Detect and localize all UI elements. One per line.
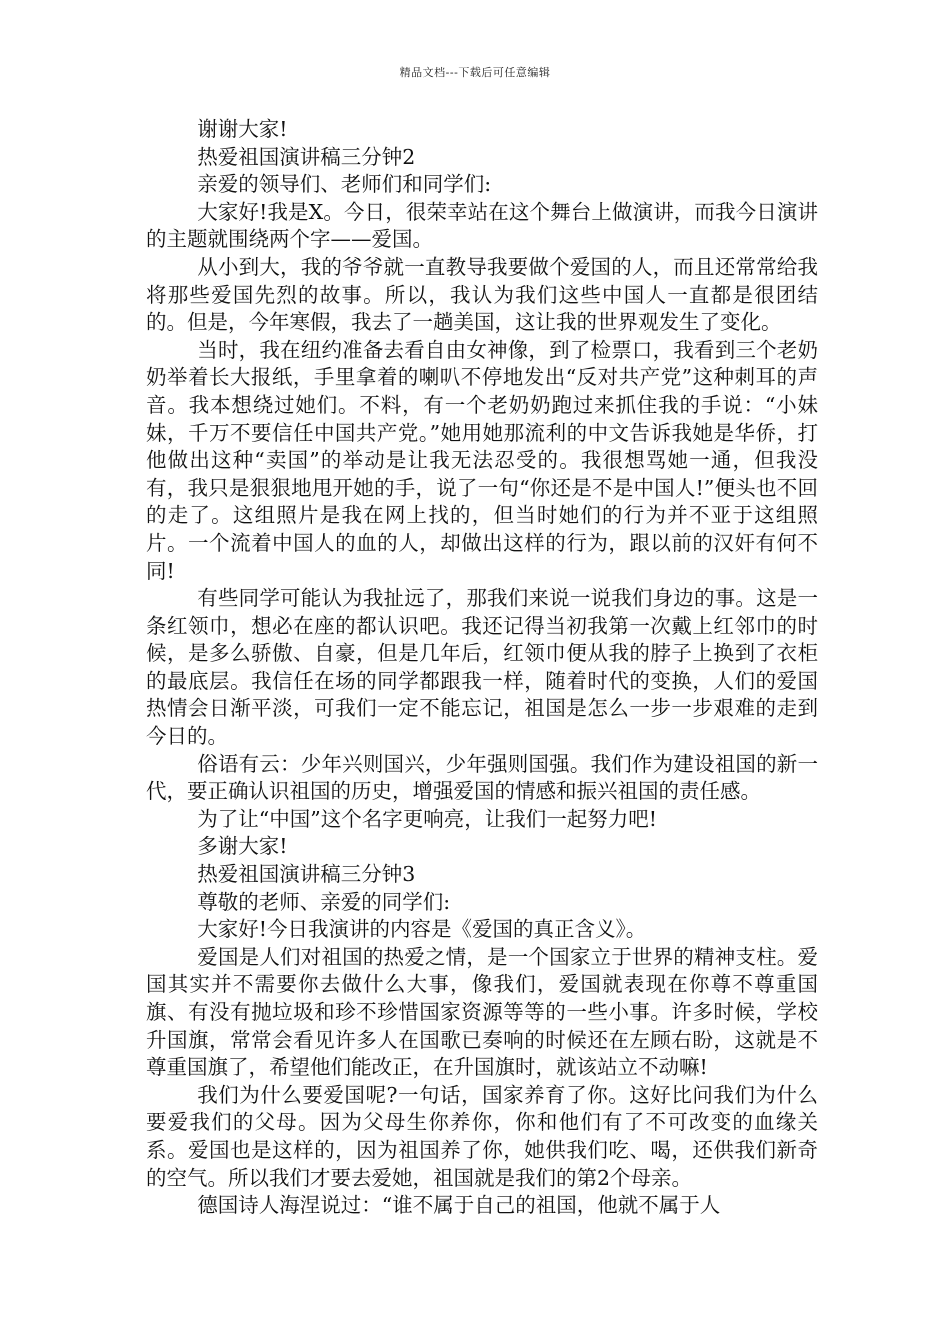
document-body <box>146 116 818 1220</box>
paragraph: 德国诗人海涅说过：“谁不属于自己的祖国，他就不属于人 <box>197 1193 721 1218</box>
paragraph-closing-thanks: 谢谢大家! <box>197 117 288 141</box>
section-title-2: 热爱祖国演讲稿三分钟2 <box>197 144 416 169</box>
paragraph: 有些同学可能认为我扯远了，那我们来说一说我们身边的事。这是一条红领巾，想必在座的都认识吧。我还记得当初我第一次戴上红邻巾的时候，是多么骄傲、自豪，但是几年后，红领巾便从我的脖子上换到了衣柜的最底层。我信任在场的同学都跟我一样，随着时代的变换，人们的爱国热情会日渐平淡，可我们一定不能忘记，祖国是怎么一步一步艰难的走到今日的。 <box>146 586 818 749</box>
paragraph: 当时，我在纽约准备去看自由女神像，到了检票口，我看到三个老奶奶举着长大报纸，手里拿着的喇叭不停地发出“反对共产党”这种刺耳的声音。我本想绕过她们。不料，有一个老奶奶跑过来抓住我的手说：“小妹妹，千万不要信任中国共产党。”她用她那流利的中文告诉我她是华侨，打他做出这种“卖国”的举动是让我无法忍受的。我很想骂她一通，但我没有，我只是狠狠地甩开她的手，说了一句“你还是不是中国人!”便头也不回的走了。这组照片是我在网上找的，但当时她们的行为并不亚于这组照片。一个流着中国人的血的人，却做出这样的行为，跟以前的汉奸有何不同! <box>146 337 818 583</box>
paragraph: 我们为什么要爱国呢?一句话，国家养育了你。这好比问我们为什么要爱我们的父母。因为父母生你养你，你和他们有了不可改变的血缘关系。爱国也是这样的，因为祖国养了你，她供我们吃、喝，还供我们新奇的空气。所以我们才要去爱她，祖国就是我们的第2个母亲。 <box>146 1082 818 1190</box>
paragraph: 大家好!今日我演讲的内容是《爱国的真正含义》。 <box>197 917 647 942</box>
paragraph: 大家好!我是X。今日，很荣幸站在这个舞台上做演讲，而我今日演讲的主题就围绕两个字——爱国。 <box>146 199 818 252</box>
salutation-2: 亲爱的领导们、老师们和同学们: <box>197 172 492 197</box>
section-title-3: 热爱祖国演讲稿三分钟3 <box>197 862 416 887</box>
paragraph: 从小到大，我的爷爷就一直教导我要做个爱国的人，而且还常常给我将那些爱国先烈的故事。所以，我认为我们这些中国人一直都是很团结的。但是，今年寒假，我去了一趟美国，这让我的世界观发生了变化。 <box>146 254 818 335</box>
paragraph: 为了让“中国”这个名字更响亮，让我们一起努力吧! <box>197 806 657 831</box>
page-header: 精品文档---下载后可任意编辑 <box>399 66 551 79</box>
paragraph: 爱国是人们对祖国的热爱之情，是一个国家立于世界的精神支柱。爱国其实并不需要你去做什么大事，像我们，爱国就表现在你尊不尊重国旗、有没有抛垃圾和珍不珍惜国家资源等等的一些小事。许多时候，学校升国旗，常常会看见许多人在国歌已奏响的时候还在左顾右盼，这就是不尊重国旗了，希望他们能改正，在升国旗时，就该站立不动嘛! <box>146 944 818 1080</box>
paragraph: 俗语有云：少年兴则国兴，少年强则国强。我们作为建设祖国的新一代，要正确认识祖国的历史，增强爱国的情感和振兴祖国的责任感。 <box>146 751 818 804</box>
salutation-3: 尊敬的老师、亲爱的同学们: <box>197 889 451 914</box>
paragraph-thanks: 多谢大家! <box>197 834 288 859</box>
